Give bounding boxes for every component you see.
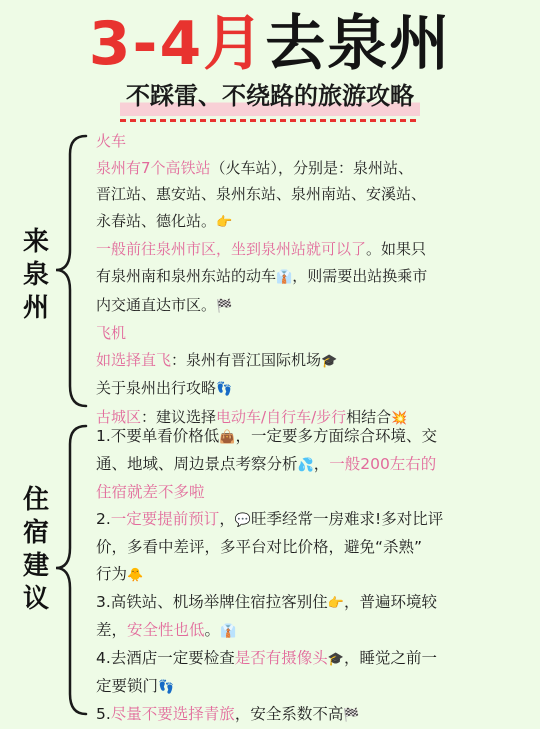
text-segment: ：泉州有晋江国际机场 xyxy=(171,350,322,369)
page-subtitle: 不踩雷、不绕路的旅游攻略 xyxy=(120,80,420,116)
section1-line xyxy=(96,263,528,292)
section2-content xyxy=(96,423,528,729)
text-segment: 有泉州南和泉州东站的动车 xyxy=(96,266,277,285)
subtitle-container xyxy=(0,80,540,116)
section1-line xyxy=(96,181,528,208)
emoji-icon: 👉 xyxy=(216,214,233,230)
text-segment: 是否有摄像头 xyxy=(234,649,328,667)
section1-label-text: 来泉州 xyxy=(22,227,49,323)
text-segment: 一般前往泉州市区，坐到泉州站就可以了 xyxy=(96,240,367,259)
text-segment: ，安全系数不高 xyxy=(234,705,344,723)
text-segment: 3.高铁站、机场举牌住宿拉客别住 xyxy=(96,593,328,611)
text-segment: 5. xyxy=(96,705,111,723)
section1-line xyxy=(96,208,528,237)
text-segment: 晋江站、惠安站、泉州东站、泉州南站、安溪站、 xyxy=(96,185,427,204)
section1-line xyxy=(96,320,528,347)
section1-content xyxy=(96,128,528,433)
text-segment: 1.不要单看价格低 xyxy=(96,427,220,445)
title-month: 3-4月 xyxy=(88,9,266,79)
section2-line xyxy=(96,561,528,589)
section2-line xyxy=(96,701,528,729)
text-segment: ，睡觉之前一 xyxy=(344,649,438,667)
section1-label xyxy=(18,226,54,325)
emoji-icon: 🎓 xyxy=(321,353,338,369)
section1-line xyxy=(96,128,528,155)
section2-line xyxy=(96,506,528,534)
text-segment: 4.去酒店一定要检查 xyxy=(96,649,235,667)
text-segment: （火车站），分别是：泉州站、 xyxy=(210,158,414,177)
text-segment: 。 xyxy=(204,621,221,639)
text-segment: 泉州有7个高铁站 xyxy=(96,158,211,177)
section2-line xyxy=(96,645,528,673)
emoji-icon: 👔 xyxy=(220,624,237,639)
emoji-icon: 👣 xyxy=(158,680,175,695)
section1-line xyxy=(96,236,528,263)
section2-line xyxy=(96,589,528,617)
text-segment: 相结合 xyxy=(346,407,392,426)
emoji-icon: 🏁 xyxy=(216,298,233,314)
text-segment: ：建议选择 xyxy=(141,407,217,426)
emoji-icon: 💦 xyxy=(297,458,314,473)
text-segment: 火车 xyxy=(96,132,127,150)
text-segment: ， xyxy=(219,510,235,528)
section1-line xyxy=(96,375,528,404)
text-segment: ，普遍环境较 xyxy=(343,593,437,611)
title-destination: 去泉州 xyxy=(265,9,452,79)
text-segment: ，一定要多方面综合环境、交 xyxy=(235,427,437,445)
section2-line xyxy=(96,479,528,506)
text-segment: 。如果只 xyxy=(366,240,427,259)
text-segment: 电动车/自行车/步行 xyxy=(216,407,347,426)
emoji-icon: 👜 xyxy=(219,430,236,445)
text-segment: 古城区 xyxy=(96,407,142,426)
text-segment: 差， xyxy=(96,621,128,639)
section2-line xyxy=(96,617,528,645)
text-segment: 关于泉州出行攻略 xyxy=(96,379,217,398)
emoji-icon: 👉 xyxy=(327,596,344,611)
text-segment: ，则需要出站换乘市 xyxy=(292,266,428,285)
section2-line xyxy=(96,673,528,701)
section1-line xyxy=(96,347,528,376)
section2-line xyxy=(96,423,528,451)
text-segment: 通、地域、周边景点考察分析 xyxy=(96,455,298,473)
emoji-icon: 🎓 xyxy=(327,652,344,667)
emoji-icon: 👣 xyxy=(216,382,233,398)
text-segment: ， xyxy=(313,455,330,473)
emoji-icon: 🐥 xyxy=(127,568,144,583)
section1-brace xyxy=(52,132,92,412)
text-segment: 价，多看中差评，多平台对比价格，避免“杀熟” xyxy=(96,538,423,556)
text-segment: 内交通直达市区。 xyxy=(96,295,217,314)
text-segment: 永春站、德化站。 xyxy=(96,211,217,230)
section2-line xyxy=(96,451,528,479)
text-segment: 住宿就差不多啦 xyxy=(96,483,205,501)
text-segment: 定要锁门 xyxy=(96,677,159,695)
emoji-icon: 🏁 xyxy=(343,708,360,723)
text-segment: 如选择直飞 xyxy=(96,350,172,369)
emoji-icon: 💬 xyxy=(234,513,252,528)
page-title xyxy=(0,8,540,80)
section2-line xyxy=(96,534,528,561)
section1-line xyxy=(96,155,528,182)
emoji-icon: 👔 xyxy=(276,269,293,285)
emoji-icon: 💥 xyxy=(391,410,408,426)
text-segment: 安全性也低 xyxy=(127,621,205,639)
text-segment: 2. xyxy=(96,510,111,528)
text-segment: 行为 xyxy=(96,565,128,583)
text-segment: 旺季经常一房难求!多对比评 xyxy=(251,510,444,528)
text-segment: 飞机 xyxy=(96,324,127,343)
section2-label-text: 住宿建议 xyxy=(22,485,49,614)
section2-brace xyxy=(52,422,92,718)
text-segment: 一般200左右的 xyxy=(329,455,437,473)
text-segment: 尽量不要选择青旅 xyxy=(110,705,235,723)
section2-label xyxy=(18,484,54,616)
section1-line xyxy=(96,292,528,321)
text-segment: 一定要提前预订 xyxy=(110,510,220,528)
